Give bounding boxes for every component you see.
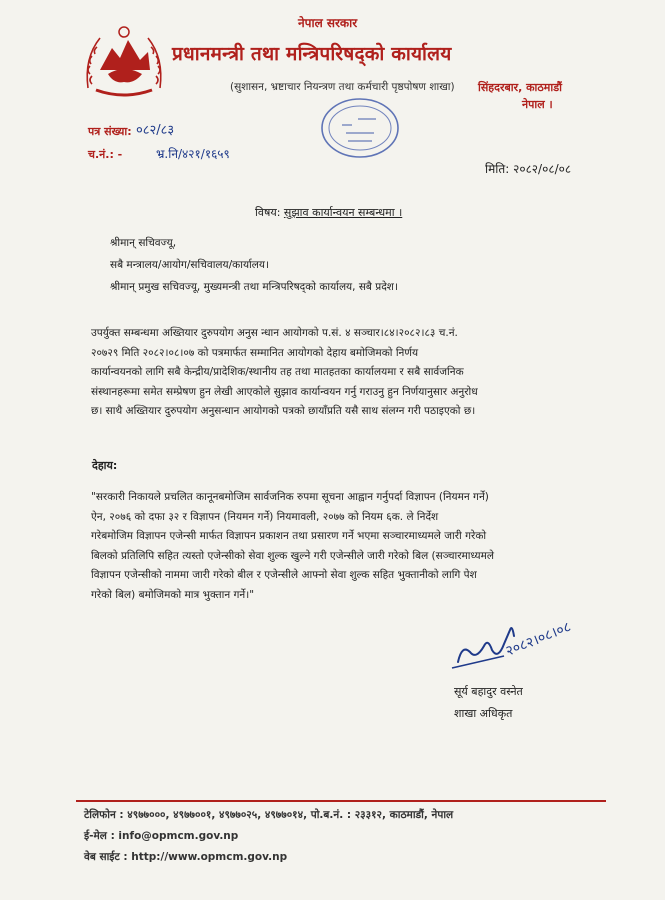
body-line: छ। साथै अख्तियार दुरुपयोग अनुसन्धान आयोगको पत्रको छायाँप्रति यसै साथ संलग्न गरी पठाइएको छ। xyxy=(91,405,476,418)
branch-name: (सुशासन, भ्रष्टाचार नियन्त्रण तथा कर्मचारी पृष्ठपोषण शाखा) xyxy=(230,81,455,93)
footer-email: ई-मेल : info@opmcm.gov.np xyxy=(84,830,239,842)
office-stamp xyxy=(318,95,402,161)
signatory-position: शाखा अधिकृत xyxy=(454,707,513,720)
body-paragraph xyxy=(91,324,571,422)
quote-line: बिलको प्रतिलिपि सहित त्यस्तो एजेन्सीको सेवा शुल्क खुल्ने गरी एजेन्सीले जारी गरेको बिल (सञ्चारमाध्यमले xyxy=(91,549,494,562)
footer-website: वेब साईट : http://www.opmcm.gov.np xyxy=(84,851,288,863)
ref-number-label: पत्र संख्या: xyxy=(88,125,132,138)
recipient-line: सबै मन्त्रालय/आयोग/सचिवालय/कार्यालय। xyxy=(110,259,269,271)
body-line: उपर्युक्त सम्बन्धमा अख्तियार दुरुपयोग अनुस न्धान आयोगको प.सं. ४ सञ्चार।८४।२०८२।८३ च.नं. xyxy=(91,327,458,339)
quote-line: विज्ञापन एजेन्सीको नाममा जारी गरेको बील र एजेन्सीले आफ्नो सेवा शुल्क सहित भुक्तानीको लागि पेश xyxy=(91,569,477,582)
dispatch-number-value: भ्र.नि/४२१/१६५९ xyxy=(156,147,230,161)
body-line: कार्यान्वयनको लागि सबै केन्द्रीय/प्रादेशिक/स्थानीय तह तथा मातहतका कार्यालयमा र सबै सार्वजनिक xyxy=(91,366,464,379)
body-line: संस्थानहरूमा समेत सम्प्रेषण हुन लेखी आएकोले सुझाव कार्यान्वयन गर्नु गराउनु हुन निर्णयानुसार अनुरोध xyxy=(91,385,478,398)
national-emblem-icon xyxy=(78,18,170,100)
quote-line: "सरकारी निकायले प्रचलित कानूनबमोजिम सार्वजनिक रुपमा सूचना आह्वान गर्नुपर्दा विज्ञापन (नियमन गर्ने) xyxy=(91,491,489,503)
ref-number-value: ०८२/८३ xyxy=(136,123,175,138)
recipient-line: श्रीमान् सचिवज्यू, xyxy=(110,237,177,249)
office-title: प्रधानमन्त्री तथा मन्त्रिपरिषद्को कार्यालय xyxy=(172,43,452,65)
footer-phone: टेलिफोन : ४९७७०००, ४९७७००१, ४९७७०२५, ४९७७०१४, पो.ब.नं. : २३३१२, काठमाडौं, नेपाल xyxy=(84,809,454,821)
quote-line: गरेबमोजिम विज्ञापन एजेन्सी मार्फत विज्ञापन प्रकाशन तथा प्रसारण गर्ने भएमा सञ्चारमाध्यमले जारी गरेको xyxy=(91,530,487,543)
recipient-line: श्रीमान् प्रमुख सचिवज्यू, मुख्यमन्त्री तथा मन्त्रिपरिषद्को कार्यालय, सबै प्रदेश। xyxy=(110,281,398,293)
subject-text: सुझाव कार्यान्वयन सम्बन्धमा । xyxy=(283,206,403,219)
government-heading: नेपाल सरकार xyxy=(298,16,358,30)
footer-divider xyxy=(76,800,606,802)
subject-line xyxy=(255,205,402,220)
signatory-name: सूर्य बहादुर वस्नेत xyxy=(454,685,523,698)
dehay-heading: देहाय: xyxy=(92,459,118,472)
address-line-1: सिंहदरबार, काठमाडौं xyxy=(478,81,562,94)
letter-date: मिति: २०८२/०८/०८ xyxy=(485,162,572,176)
subject-label: विषय: xyxy=(255,206,281,219)
body-line: २०७२९ मिति २०८२।०८।०७ को पत्रमार्फत सम्मानित आयोगको देहाय बमोजिमको निर्णय xyxy=(91,346,419,359)
quoted-decision xyxy=(91,488,571,606)
address-line-2: नेपाल । xyxy=(522,98,553,111)
signature-date: २०८२।०८।०८ xyxy=(503,619,574,660)
quote-line: गरेको बिल) बमोजिमको मात्र भुक्तान गर्ने।" xyxy=(91,588,255,601)
quote-line: ऐन, २०७६ को दफा ३२ र विज्ञापन (नियमन गर्ने) नियमावली, २०७७ को नियम ६क. ले निर्देश xyxy=(91,510,439,523)
handwritten-signature xyxy=(440,590,590,690)
dispatch-number-label: च.नं.: - xyxy=(88,148,123,161)
